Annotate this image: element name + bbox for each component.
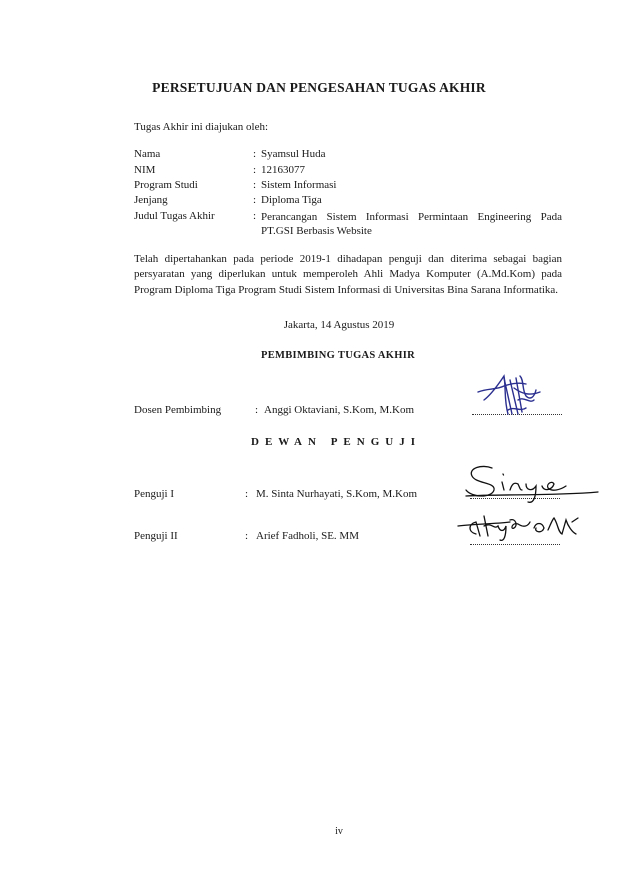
penguji-1-label: Penguji I <box>134 488 175 500</box>
pembimbing-name: Anggi Oktaviani, S.Kom, M.Kom <box>264 404 415 416</box>
field-value-nim: 12163077 <box>261 164 305 176</box>
field-colon: : <box>255 404 259 416</box>
field-colon: : <box>245 530 249 542</box>
field-colon: : <box>253 164 257 176</box>
penguji-2-name: Arief Fadholi, SE. MM <box>256 530 359 542</box>
field-label-program-studi: Program Studi <box>134 179 198 191</box>
pembimbing-heading: PEMBIMBING TUGAS AKHIR <box>260 350 415 361</box>
penguji-1-name: M. Sinta Nurhayati, S.Kom, M.Kom <box>256 488 418 500</box>
signature-penguji-1 <box>462 460 602 506</box>
signature-pembimbing <box>474 370 554 420</box>
field-colon: : <box>253 194 257 206</box>
field-value-judul: Perancangan Sistem Informasi Permintaan Engineering Pada PT.GSI Berbasis Website <box>261 211 562 237</box>
signature-penguji-2 <box>454 510 584 546</box>
field-label-nama: Nama <box>134 148 161 160</box>
field-value-program-studi: Sistem Informasi <box>261 179 337 191</box>
field-colon: : <box>245 488 249 500</box>
field-label-nim: NIM <box>134 164 156 176</box>
field-colon: : <box>253 210 257 222</box>
page-number: iv <box>335 826 343 837</box>
intro-text: Tugas Akhir ini diajukan oleh: <box>134 121 269 133</box>
field-value-jenjang: Diploma Tiga <box>261 194 322 206</box>
approval-paragraph: Telah dipertahankan pada periode 2019-1 dihadapan penguji dan diterima sebagai bagian persyaratan yang diperlukan untuk memperoleh Ahli Madya Komputer (A.Md.Kom) pada Program Diploma Tiga Program Studi Sistem Informasi di Universitas Bina Sarana Informatika. <box>134 253 562 296</box>
field-value-nama: Syamsul Huda <box>261 148 326 160</box>
field-colon: : <box>253 148 257 160</box>
penguji-2-label: Penguji II <box>134 530 178 542</box>
dewan-penguji-heading: DEWAN PENGUJI <box>251 436 421 448</box>
pembimbing-label: Dosen Pembimbing <box>134 404 222 416</box>
document-title: PERSETUJUAN DAN PENGESAHAN TUGAS AKHIR <box>152 80 486 95</box>
field-colon: : <box>253 179 257 191</box>
place-date: Jakarta, 14 Agustus 2019 <box>283 319 395 331</box>
field-label-judul: Judul Tugas Akhir <box>134 210 215 222</box>
field-label-jenjang: Jenjang <box>134 194 168 206</box>
